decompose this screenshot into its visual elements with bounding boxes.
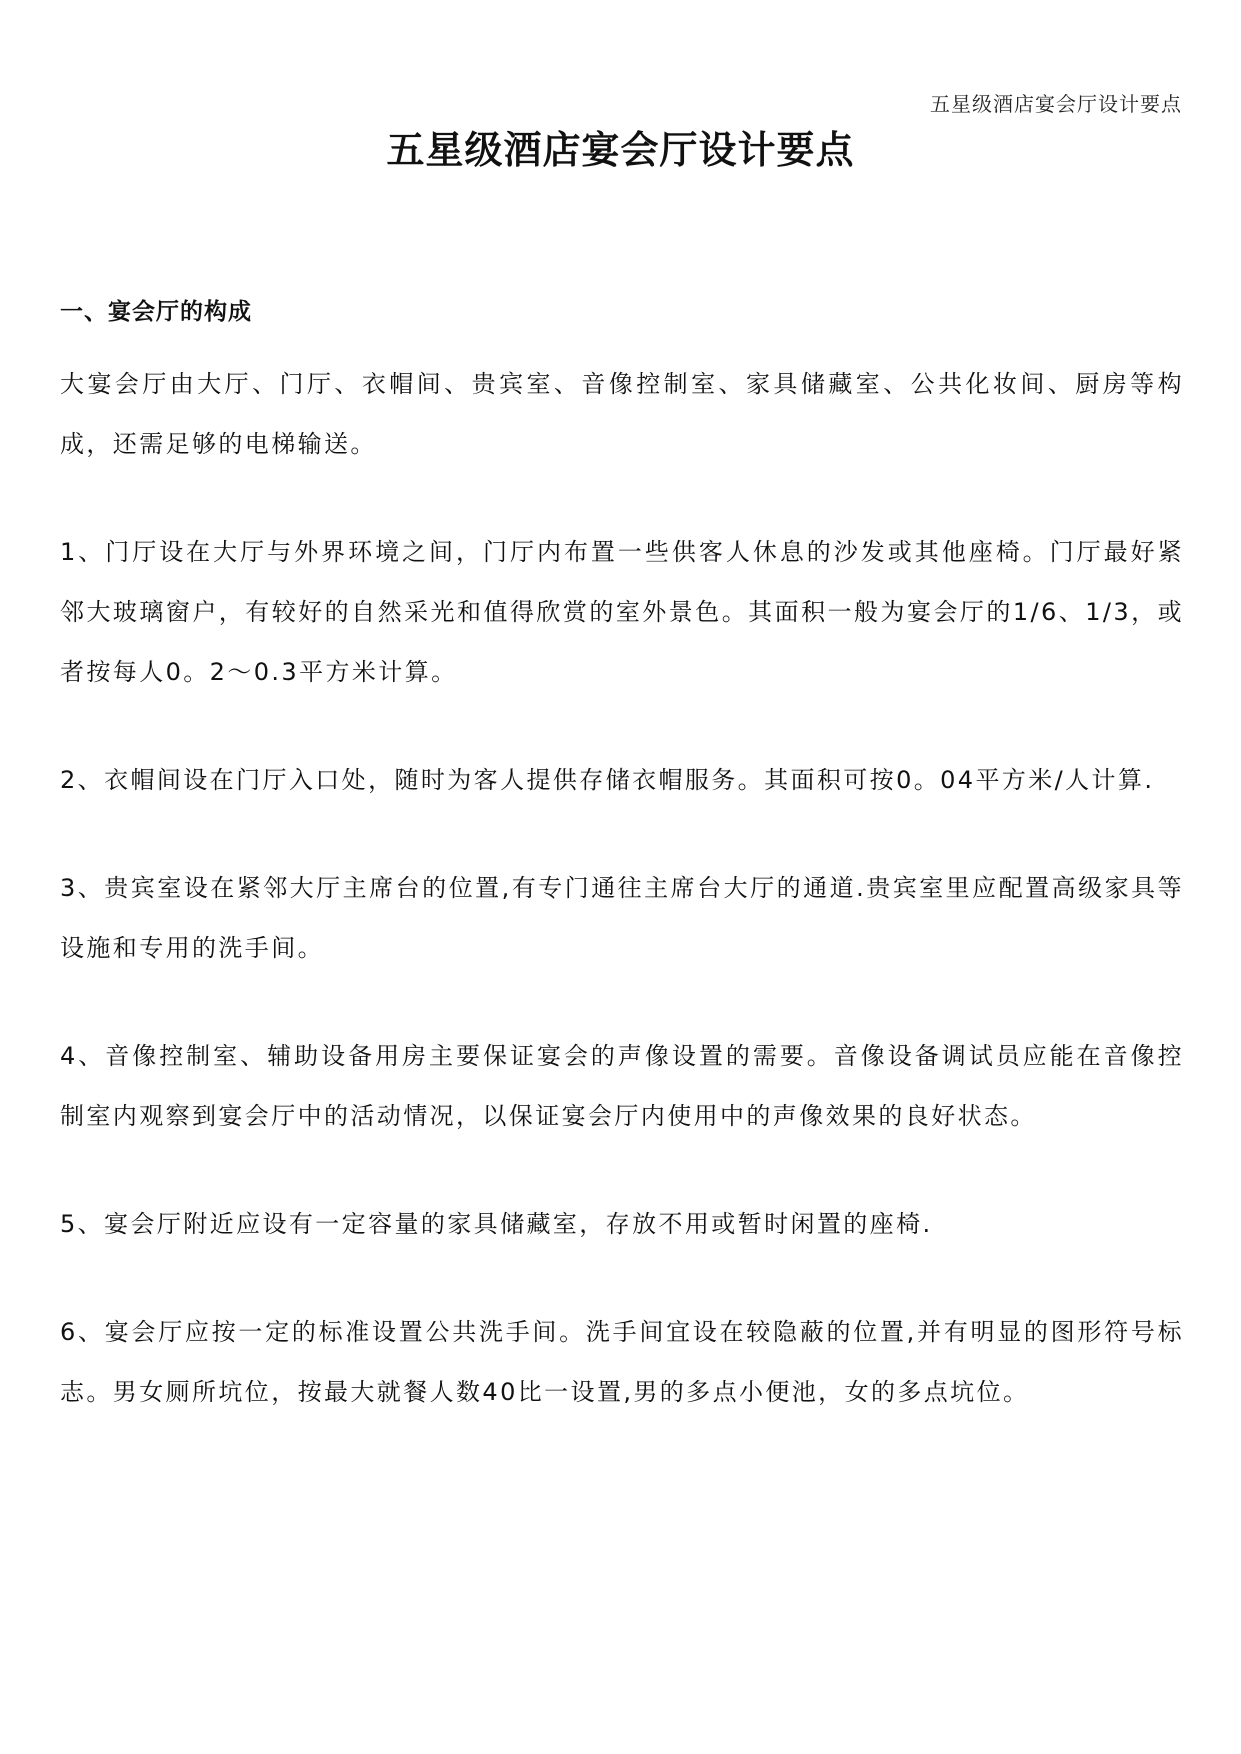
section-heading: 一、宴会厅的构成 xyxy=(60,299,252,325)
paragraph-item-1: 1、门厅设在大厅与外界环境之间，门厅内布置一些供客人休息的沙发或其他座椅。门厅最好紧邻大玻璃窗户，有较好的自然采光和值得欣赏的室外景色。其面积一般为宴会厅的1/6、1/3，或者按每人0。2～0.3平方米计算。 xyxy=(60,538,1184,686)
paragraph-item-2: 2、衣帽间设在门厅入口处，随时为客人提供存储衣帽服务。其面积可按0。04平方米/人计算. xyxy=(60,766,1155,794)
paragraph-item-4: 4、音像控制室、辅助设备用房主要保证宴会的声像设置的需要。音像设备调试员应能在音像控制室内观察到宴会厅中的活动情况，以保证宴会厅内使用中的声像效果的良好状态。 xyxy=(60,1042,1184,1130)
running-header: 五星级酒店宴会厅设计要点 xyxy=(930,92,1182,116)
paragraph-item-6: 6、宴会厅应按一定的标准设置公共洗手间。洗手间宜设在较隐蔽的位置,并有明显的图形符号标志。男女厕所坑位，按最大就餐人数40比一设置,男的多点小便池，女的多点坑位。 xyxy=(60,1318,1184,1406)
document-title: 五星级酒店宴会厅设计要点 xyxy=(386,127,855,172)
paragraph-intro: 大宴会厅由大厅、门厅、衣帽间、贵宾室、音像控制室、家具储藏室、公共化妆间、厨房等构成，还需足够的电梯输送。 xyxy=(60,370,1184,458)
paragraph-item-3: 3、贵宾室设在紧邻大厅主席台的位置,有专门通往主席台大厅的通道.贵宾室里应配置高级家具等设施和专用的洗手间。 xyxy=(60,874,1184,962)
document-body xyxy=(60,282,1184,1422)
paragraph-item-5: 5、宴会厅附近应设有一定容量的家具储藏室，存放不用或暂时闲置的座椅. xyxy=(60,1210,933,1238)
